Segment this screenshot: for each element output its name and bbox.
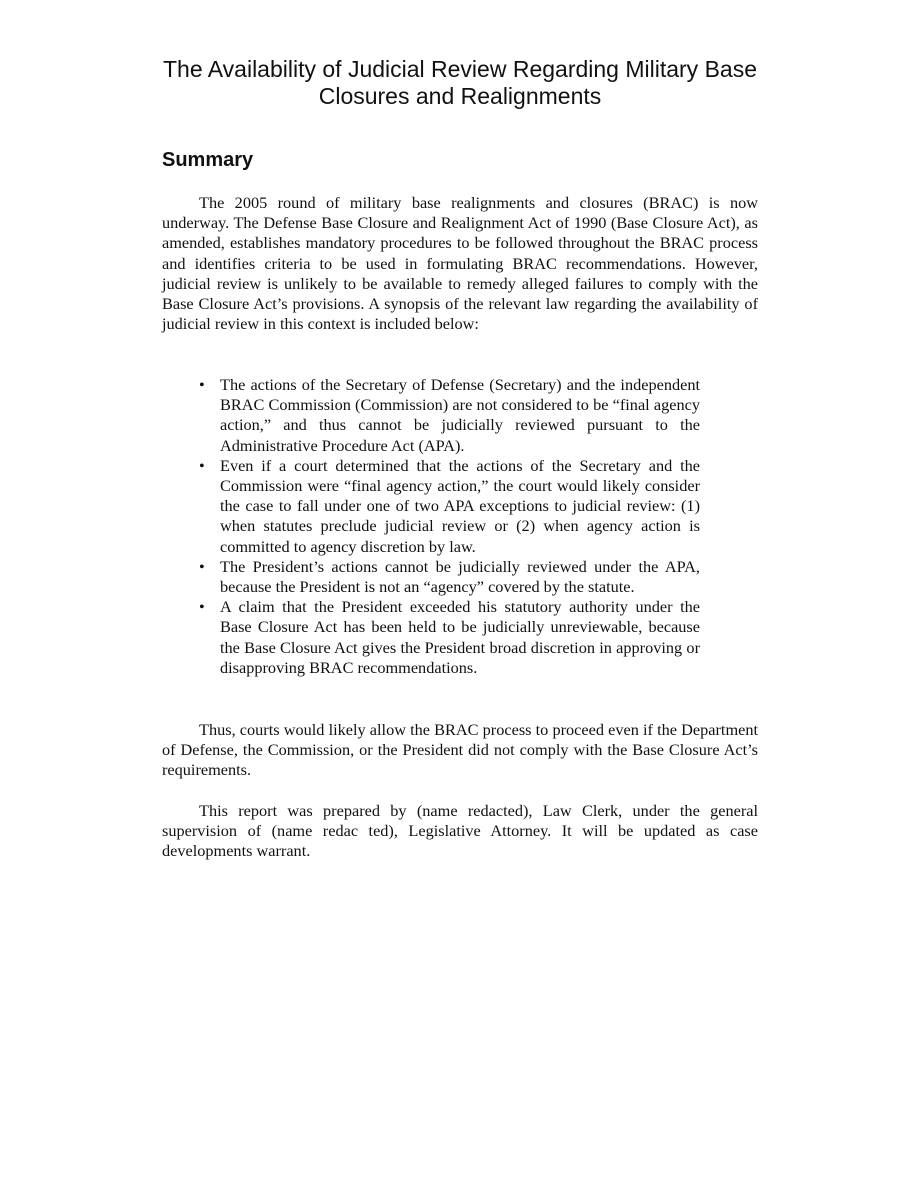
list-item: [195, 597, 700, 678]
summary-heading: Summary: [162, 149, 254, 171]
preparer-paragraph: This report was prepared by (name redacted), Law Clerk, under the general supervision of (name redac ted), Legislative Attorney. It will be updated as case developments warrant.: [162, 801, 758, 861]
bullet-text: A claim that the President exceeded his statutory authority under the Base Closure Act has been held to be judicially unreviewable, because the Base Closure Act gives the President broad discretion in approving or disapproving BRAC recommendations.: [220, 597, 700, 677]
conclusion-paragraph: Thus, courts would likely allow the BRAC process to proceed even if the Department of Defense, the Commission, or the President did not comply with the Base Closure Act’s requirements.: [162, 720, 758, 780]
list-item: [195, 557, 700, 597]
list-item: [195, 456, 700, 557]
bullet-text: The actions of the Secretary of Defense (Secretary) and the independent BRAC Commission (Commission) are not considered to be “final agency action,” and thus cannot be judicially reviewed pursuant to the Administrative Procedure Act (APA).: [220, 375, 700, 455]
bullet-icon: •: [199, 597, 205, 617]
synopsis-bullet-list: [195, 375, 700, 678]
bullet-icon: •: [199, 375, 205, 394]
intro-paragraph: The 2005 round of military base realignments and closures (BRAC) is now underway. The Defense Base Closure and Realignment Act of 1990 (Base Closure Act), as amended, establishes mandatory procedures to be followed throughout the BRAC process and identifies criteria to be used in formulating BRAC recommendations. However, judicial review is unlikely to be available to remedy alleged failures to comply with the Base Closure Act’s provisions. A synopsis of the relevant law regarding the availability of judicial review in this context is included below:: [162, 193, 758, 334]
bullet-icon: •: [199, 455, 205, 475]
document-title: The Availability of Judicial Review Regarding Military Base Closures and Realignments: [162, 56, 757, 109]
bullet-text: The President’s actions cannot be judicially reviewed under the APA, because the President is not an “agency” covered by the statute.: [220, 556, 700, 597]
bullet-text: Even if a court determined that the actions of the Secretary and the Commission were “final agency action,” the court would likely consider the case to fall under one of two APA exceptions to judicial review: (1) when statutes preclude judicial review or (2) when agency action is committed to agency discretion by law.: [220, 455, 700, 556]
list-item: [195, 375, 700, 456]
bullet-icon: •: [199, 556, 205, 576]
